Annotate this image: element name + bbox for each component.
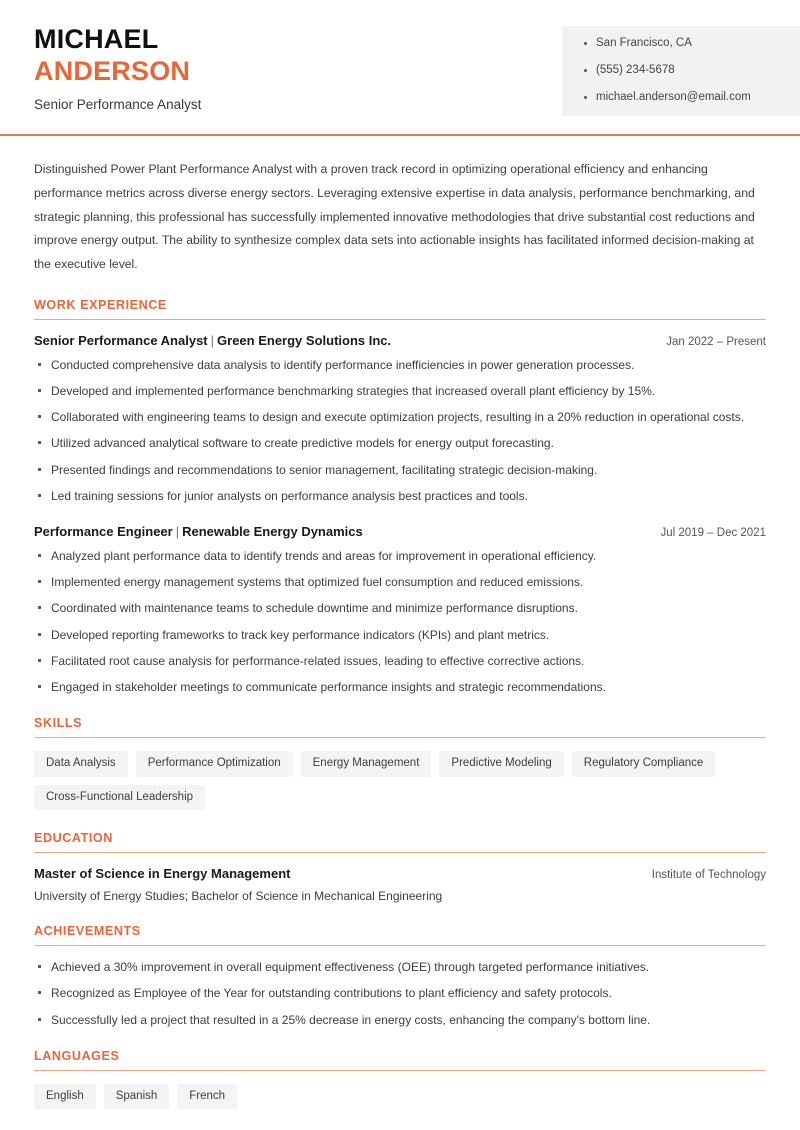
skill-tag: Predictive Modeling [439, 751, 563, 777]
section-education [34, 831, 766, 903]
job-entry [34, 524, 766, 695]
job-role-company [34, 524, 363, 539]
job-separator: | [175, 524, 180, 540]
job-bullet-list [34, 357, 766, 504]
education-entry [34, 866, 766, 903]
job-bullet: Facilitated root cause analysis for performance-related issues, leading to effective corrective actions. [34, 653, 766, 669]
job-bullet: Analyzed plant performance data to identify trends and areas for improvement in operational efficiency. [34, 548, 766, 564]
job-bullet: Engaged in stakeholder meetings to communicate performance insights and strategic recommendations. [34, 679, 766, 695]
resume-body [0, 158, 800, 1109]
job-role-company [34, 333, 391, 348]
resume-header [0, 0, 800, 134]
job-bullet: Implemented energy management systems that optimized fuel consumption and reduced emissions. [34, 574, 766, 590]
section-rule [34, 1070, 766, 1071]
skill-tag: Regulatory Compliance [572, 751, 716, 777]
identity-block [0, 0, 201, 112]
job-bullet: Developed reporting frameworks to track key performance indicators (KPIs) and plant metrics. [34, 627, 766, 643]
section-title-education: EDUCATION [34, 831, 113, 846]
section-work-experience [34, 298, 766, 695]
skill-tag: Data Analysis [34, 751, 128, 777]
job-header [34, 524, 766, 539]
achievement-item: Achieved a 30% improvement in overall equipment effectiveness (OEE) through targeted performance initiatives. [34, 959, 766, 975]
achievement-item: Recognized as Employee of the Year for outstanding contributions to plant efficiency and safety protocols. [34, 985, 766, 1001]
last-name: ANDERSON [34, 55, 191, 86]
language-tag: English [34, 1084, 96, 1110]
skill-tag: Cross-Functional Leadership [34, 785, 205, 811]
job-separator: | [210, 332, 215, 348]
achievement-item: Successfully led a project that resulted in a 25% decrease in energy costs, enhancing the company's bottom line. [34, 1012, 766, 1028]
skills-tag-list [34, 751, 766, 810]
job-role: Senior Performance Analyst [34, 332, 208, 348]
contact-list [584, 37, 800, 105]
education-header [34, 866, 766, 881]
achievements-list [34, 959, 766, 1028]
job-bullet: Led training sessions for junior analysts on performance analysis best practices and tools. [34, 488, 766, 504]
languages-tag-list [34, 1084, 766, 1110]
section-rule [34, 945, 766, 946]
section-title-achievements: ACHIEVEMENTS [34, 924, 141, 939]
education-institute: Institute of Technology [651, 869, 766, 882]
first-name: MICHAEL [34, 24, 159, 54]
job-company: Renewable Energy Dynamics [182, 524, 363, 540]
education-degree: Master of Science in Energy Management [34, 866, 291, 882]
contact-email[interactable]: michael.anderson@email.com [584, 91, 800, 104]
education-detail: University of Energy Studies; Bachelor of Science in Mechanical Engineering [34, 889, 443, 904]
job-bullet: Utilized advanced analytical software to create predictive models for energy output forecasting. [34, 435, 766, 451]
section-rule [34, 319, 766, 320]
professional-summary: Distinguished Power Plant Performance Analyst with a proven track record in optimizing operational efficiency and enhancing performance metrics across diverse energy sectors. Leveraging extensive expertise in data analysis, performance benchmarking, and strategic planning, this professional has successfully implemented innovative methodologies that drive substantial cost reductions and improve energy output. The ability to synthesize complex data sets into actionable insights has facilitated informed decision-making at the executive level. [34, 162, 755, 272]
header-divider-rule [0, 134, 800, 136]
contact-phone[interactable]: (555) 234-5678 [584, 64, 800, 77]
section-title-skills: SKILLS [34, 716, 83, 731]
job-bullet: Presented findings and recommendations to senior management, facilitating strategic decision-making. [34, 462, 766, 478]
section-skills [34, 716, 766, 810]
job-dates: Jul 2019 – Dec 2021 [660, 527, 766, 540]
job-company: Green Energy Solutions Inc. [217, 332, 392, 348]
language-tag: Spanish [104, 1084, 170, 1110]
job-bullet-list [34, 548, 766, 695]
job-entry [34, 333, 766, 504]
job-dates: Jan 2022 – Present [666, 335, 766, 348]
contact-location: San Francisco, CA [584, 37, 800, 50]
section-languages [34, 1049, 766, 1110]
job-bullet: Coordinated with maintenance teams to schedule downtime and minimize performance disruptions. [34, 600, 766, 616]
skill-tag: Performance Optimization [136, 751, 293, 777]
section-title-work-experience: WORK EXPERIENCE [34, 297, 167, 312]
contact-info-box [562, 26, 800, 116]
section-title-languages: LANGUAGES [34, 1048, 120, 1063]
language-tag: French [177, 1084, 237, 1110]
section-achievements [34, 924, 766, 1028]
section-rule [34, 737, 766, 738]
job-bullet: Developed and implemented performance benchmarking strategies that increased overall plant efficiency by 15%. [34, 383, 766, 399]
job-role: Performance Engineer [34, 524, 173, 540]
job-bullet: Conducted comprehensive data analysis to identify performance inefficiencies in power generation processes. [34, 357, 766, 373]
headline-job-title: Senior Performance Analyst [34, 96, 202, 112]
job-bullet: Collaborated with engineering teams to design and execute optimization projects, resulting in a 20% reduction in operational costs. [34, 409, 766, 425]
job-header [34, 333, 766, 348]
skill-tag: Energy Management [301, 751, 432, 777]
section-rule [34, 852, 766, 853]
